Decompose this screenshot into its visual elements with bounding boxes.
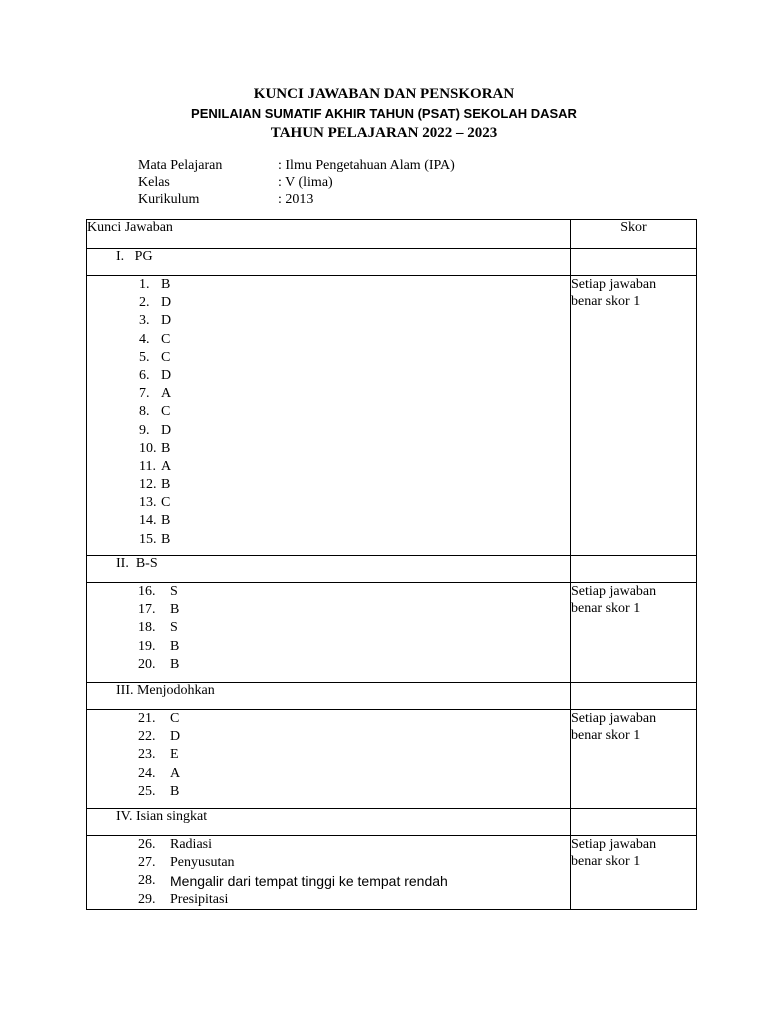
table-body — [87, 249, 697, 910]
answer-number: 15. — [139, 531, 157, 547]
answer-value: C — [161, 349, 171, 365]
answer-list — [87, 836, 571, 910]
answer-number: 12. — [139, 477, 157, 493]
answer-value: B — [161, 440, 171, 456]
answer-number: 21. — [138, 711, 156, 726]
answer-item — [87, 312, 570, 330]
answer-item — [87, 872, 570, 890]
section-body-row — [87, 710, 697, 809]
answer-item — [87, 710, 570, 728]
answer-number: 14. — [139, 513, 157, 529]
meta-value: : Ilmu Pengetahuan Alam (IPA) — [278, 158, 455, 173]
document-subtitle: PENILAIAN SUMATIF AKHIR TAHUN (PSAT) SEKOLAH DASAR — [191, 106, 577, 121]
section-heading-text: III. Menjodohkan — [116, 683, 215, 698]
section-score-empty — [571, 249, 697, 276]
answer-item — [87, 836, 570, 854]
answer-value: Penyusutan — [170, 855, 235, 871]
answer-item — [87, 638, 570, 656]
section-heading-text: I. PG — [116, 249, 153, 264]
answer-item — [87, 403, 570, 421]
score-rule — [571, 710, 697, 809]
score-rule — [571, 836, 697, 910]
section-heading — [87, 556, 571, 583]
answer-item — [87, 276, 570, 294]
section-header-row — [87, 249, 697, 276]
answer-number: 18. — [138, 620, 156, 636]
answer-value: B — [161, 531, 171, 547]
section-score-empty — [571, 556, 697, 583]
meta-value: : V (lima) — [278, 175, 333, 190]
answer-number: 10. — [139, 440, 157, 456]
section-body-row — [87, 836, 697, 910]
answer-item — [87, 367, 570, 385]
score-rule-line: Setiap jawaban — [571, 711, 657, 726]
answer-item — [87, 783, 570, 801]
answer-item — [87, 583, 570, 601]
section-heading-text: IV. Isian singkat — [116, 809, 208, 824]
answer-number: 20. — [138, 656, 156, 672]
meta-label: Mata Pelajaran — [138, 158, 223, 173]
answer-number: 24. — [138, 765, 156, 781]
answer-number: 5. — [139, 349, 150, 365]
answer-item — [87, 728, 570, 746]
meta-label: Kurikulum — [138, 192, 200, 207]
score-rule-line: benar skor 1 — [571, 728, 641, 743]
answer-item — [87, 476, 570, 494]
section-body-row — [87, 583, 697, 683]
answer-item — [87, 294, 570, 312]
answer-number: 17. — [138, 602, 156, 618]
answer-value: S — [170, 620, 178, 636]
section-score-empty — [571, 809, 697, 836]
section-heading — [87, 249, 571, 276]
answer-item — [87, 531, 570, 549]
answer-list — [87, 583, 571, 683]
answer-value: D — [161, 313, 172, 329]
answer-number: 29. — [138, 891, 156, 907]
answer-item — [87, 765, 570, 783]
section-header-row — [87, 809, 697, 836]
answer-number: 2. — [139, 295, 150, 311]
answer-value: C — [170, 711, 180, 726]
answer-number: 7. — [139, 386, 150, 402]
section-heading-text: II. B-S — [116, 556, 158, 571]
section-header-row — [87, 683, 697, 710]
score-rule — [571, 276, 697, 556]
score-rule-line: Setiap jawaban — [571, 837, 657, 852]
section-header-row — [87, 556, 697, 583]
answer-number: 8. — [139, 404, 150, 420]
academic-year: TAHUN PELAJARAN 2022 – 2023 — [270, 125, 498, 141]
answer-value: Presipitasi — [170, 891, 229, 907]
answer-value: C — [161, 331, 171, 347]
answer-number: 13. — [139, 495, 157, 511]
answer-value: C — [161, 404, 171, 420]
answer-number: 22. — [138, 729, 156, 745]
section-heading — [87, 809, 571, 836]
answer-number: 4. — [139, 331, 150, 347]
answer-number: 27. — [138, 855, 156, 871]
answer-item — [87, 440, 570, 458]
answer-item — [87, 385, 570, 403]
answer-value: A — [161, 458, 172, 474]
score-rule — [571, 583, 697, 683]
answer-item — [87, 854, 570, 872]
meta-value: : 2013 — [278, 192, 314, 207]
answer-item — [87, 619, 570, 637]
answer-number: 23. — [138, 747, 156, 763]
section-heading — [87, 683, 571, 710]
answer-item — [87, 458, 570, 476]
answer-value: S — [170, 584, 178, 599]
answer-number: 11. — [139, 458, 156, 474]
answer-item — [87, 349, 570, 367]
answer-value: B — [170, 783, 180, 799]
answer-item — [87, 512, 570, 530]
document-title: KUNCI JAWABAN DAN PENSKORAN — [253, 86, 515, 102]
answer-value: B — [161, 477, 171, 493]
answer-number: 9. — [139, 422, 150, 438]
answer-value: B — [170, 656, 180, 672]
score-rule-line: benar skor 1 — [571, 294, 641, 309]
answer-value: A — [170, 765, 181, 781]
answer-number: 26. — [138, 837, 156, 852]
answer-key-table — [86, 219, 697, 910]
column-header-key: Kunci Jawaban — [87, 220, 571, 249]
answer-value: D — [170, 729, 181, 745]
answer-value: B — [161, 513, 171, 529]
section-body-row — [87, 276, 697, 556]
answer-number: 28. — [138, 873, 156, 889]
answer-item — [87, 746, 570, 764]
answer-value: D — [161, 295, 172, 311]
answer-number: 3. — [139, 313, 150, 329]
answer-item — [87, 422, 570, 440]
answer-value: C — [161, 495, 171, 511]
answer-value: B — [170, 638, 180, 654]
answer-value: Mengalir dari tempat tinggi ke tempat rendah — [170, 873, 448, 890]
answer-value: D — [161, 367, 172, 383]
section-score-empty — [571, 683, 697, 710]
answer-item — [87, 891, 570, 909]
answer-value: B — [170, 602, 180, 618]
score-rule-line: Setiap jawaban — [571, 584, 657, 599]
answer-item — [87, 656, 570, 674]
column-header-score: Skor — [571, 220, 697, 249]
meta-label: Kelas — [138, 175, 170, 190]
score-rule-line: Setiap jawaban — [571, 277, 657, 292]
answer-number: 19. — [138, 638, 156, 654]
answer-list — [87, 710, 571, 809]
score-rule-line: benar skor 1 — [571, 854, 641, 869]
score-rule-line: benar skor 1 — [571, 601, 641, 616]
answer-number: 25. — [138, 783, 156, 799]
answer-value: A — [161, 386, 172, 402]
answer-number: 1. — [139, 277, 150, 292]
answer-value: E — [170, 747, 179, 763]
answer-item — [87, 494, 570, 512]
answer-value: Radiasi — [170, 837, 212, 852]
answer-list — [87, 276, 571, 556]
answer-item — [87, 331, 570, 349]
answer-value: D — [161, 422, 172, 438]
answer-number: 16. — [138, 584, 156, 599]
answer-value: B — [161, 277, 171, 292]
answer-item — [87, 601, 570, 619]
answer-number: 6. — [139, 367, 150, 383]
